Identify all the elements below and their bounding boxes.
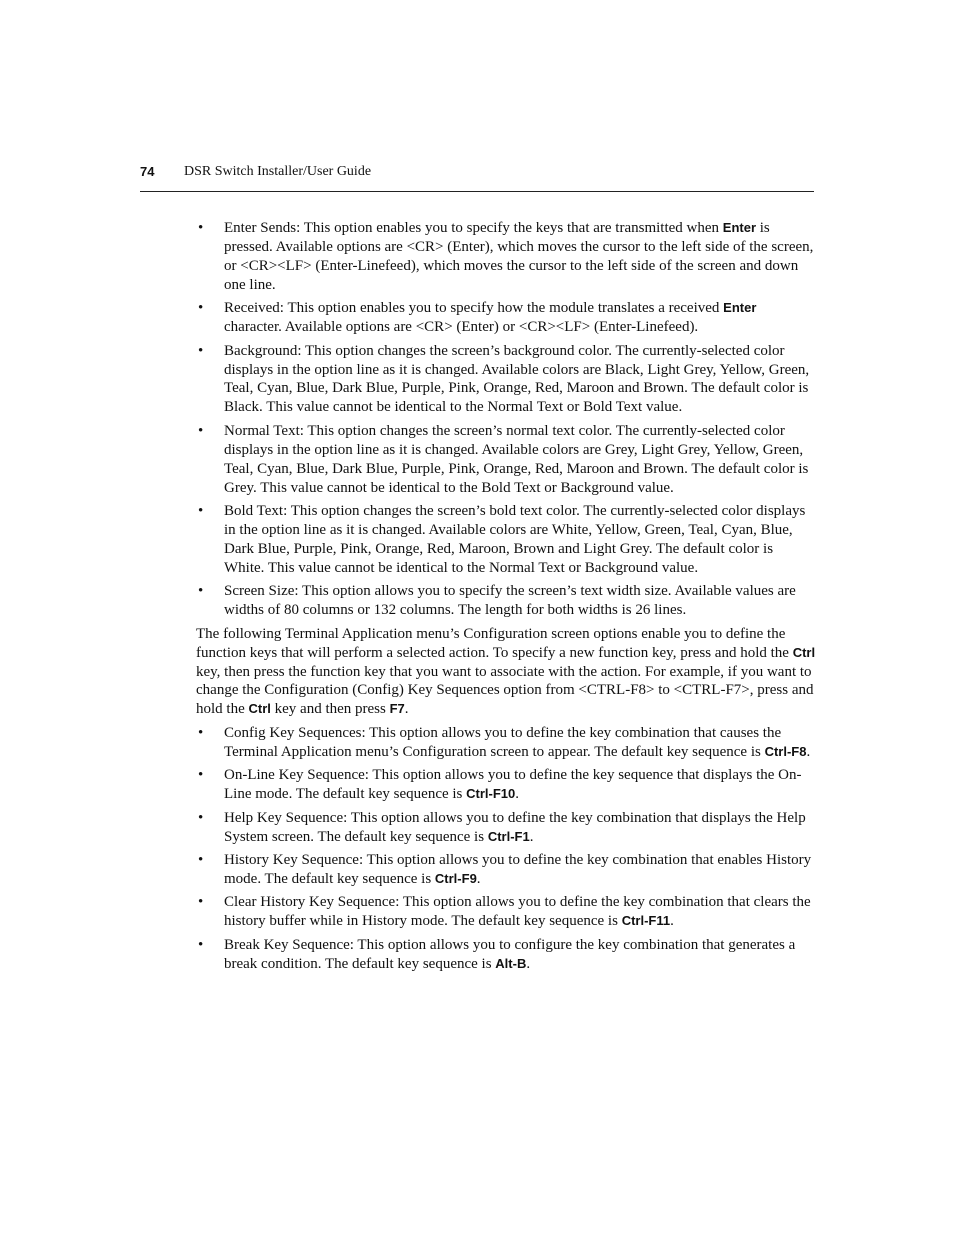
bullet-item	[196, 766, 816, 804]
key-name: Ctrl-F8	[764, 743, 807, 759]
bullet-item	[196, 219, 816, 295]
text-run: Help Key Sequence: This option allows you to define the key combination that displays the Help System screen. The default key sequence is	[224, 809, 806, 845]
key-name: Enter	[723, 300, 757, 316]
text-run: Break Key Sequence: This option allows you to configure the key combination that generates a break condition. The default key sequence is	[224, 936, 796, 972]
text-run: .	[404, 701, 409, 718]
text-run: Bold Text: This option changes the screen’s bold text color. The currently-selected color displays in the option line as it is changed. Available colors are White, Yellow, Green, Teal, Cyan, Blue, Dark Blue, Purple, Pink, Orange, Red, Maroon, Brown and Light Grey. The default color is White. This value cannot be identical to the Normal Text or Background value.	[224, 503, 806, 576]
bullet-item	[196, 809, 816, 847]
option-list-display	[196, 219, 816, 620]
key-name: Ctrl	[792, 644, 816, 660]
running-header	[140, 163, 814, 183]
bullet-item	[196, 502, 816, 578]
text-run: .	[526, 955, 531, 972]
key-name: Ctrl-F9	[434, 870, 477, 886]
bullet-item	[196, 936, 816, 974]
bullet-item	[196, 299, 816, 337]
bullet-item	[196, 342, 816, 418]
key-name: F7	[389, 701, 405, 717]
text-run: .	[529, 828, 534, 845]
text-run: .	[515, 786, 520, 803]
header-rule	[140, 191, 814, 192]
page-content	[196, 219, 816, 978]
key-name: Enter	[722, 220, 757, 235]
text-run: Clear History Key Sequence: This option allows you to define the key combination that clears the history buffer while in History mode. The default key sequence is	[224, 894, 811, 930]
text-run: History Key Sequence: This option allows you to define the key combination that enables History mode. The default key sequence is	[224, 852, 812, 887]
text-run: .	[670, 913, 674, 930]
text-run: Screen Size: This option allows you to specify the screen’s text width size. Available values are widths of 80 columns or 132 columns. The length for both widths is 26 lines.	[224, 583, 796, 619]
text-run: The following Terminal Application menu’s Configuration screen options enable you to define the function keys that will perform a selected action. To specify a new function key, press and hold the	[196, 625, 793, 661]
bullet-item	[196, 582, 816, 620]
text-run: Received: This option enables you to specify how the module translates a received	[224, 300, 724, 317]
key-name: Ctrl	[248, 701, 271, 717]
bullet-item	[196, 893, 816, 931]
bullet-item	[196, 422, 816, 498]
running-title: DSR Switch Installer/User Guide	[184, 164, 372, 179]
text-run: key, then press the function key that you want to associate with the action. For example, if you want to change the Configuration (Config) Key Sequences option from <CTRL-F8> to <CTRL-F7>, press and hold the	[196, 663, 814, 718]
key-name: Ctrl-F10	[466, 786, 516, 802]
key-name: Alt-B	[495, 955, 527, 971]
text-run: Background: This option changes the screen’s background color. The currently-selected color displays in the option line as it is changed. Available colors are Black, Light Grey, Yellow, Green, Teal, Cyan, Blue, Dark Blue, Purple, Pink, Orange, Red, Maroon and Brown. The default color is Black. This value cannot be identical to the Normal Text or Bold Text value.	[224, 342, 810, 416]
text-run: .	[806, 743, 811, 760]
function-key-paragraph	[196, 625, 816, 720]
option-list-key-sequences	[196, 724, 816, 974]
text-run: key and then press	[270, 701, 390, 718]
text-run: is pressed. Available options are <CR> (Enter), which moves the cursor to the left side of the screen, or <CR><LF> (Enter-Linefeed), which moves the cursor to the left side of the screen and down one line.	[224, 220, 814, 293]
bullet-item	[196, 851, 816, 889]
text-run: Config Key Sequences: This option allows you to define the key combination that causes the Terminal Application menu’s Configuration screen to appear. The default key sequence is	[224, 724, 782, 760]
key-name: Ctrl-F1	[487, 828, 530, 844]
text-run: Normal Text: This option changes the screen’s normal text color. The currently-selected color displays in the option line as it is changed. Available colors are Grey, Light Grey, Yellow, Green, Teal, Cyan, Blue, Dark Blue, Purple, Pink, Orange, Red, Maroon and Brown. The default color is Grey. This value cannot be identical to the Bold Text or Background value.	[224, 422, 809, 496]
page-number: 74	[140, 164, 155, 179]
bullet-item	[196, 724, 816, 762]
text-run: Enter Sends: This option enables you to specify the keys that are transmitted when	[224, 220, 723, 236]
text-run: On-Line Key Sequence: This option allows you to define the key sequence that displays the On-Line mode. The default key sequence is	[224, 767, 802, 803]
text-run: .	[476, 870, 481, 887]
text-run: character. Available options are <CR> (Enter) or <CR><LF> (Enter-Linefeed).	[224, 319, 699, 336]
key-name: Ctrl-F11	[621, 913, 671, 929]
